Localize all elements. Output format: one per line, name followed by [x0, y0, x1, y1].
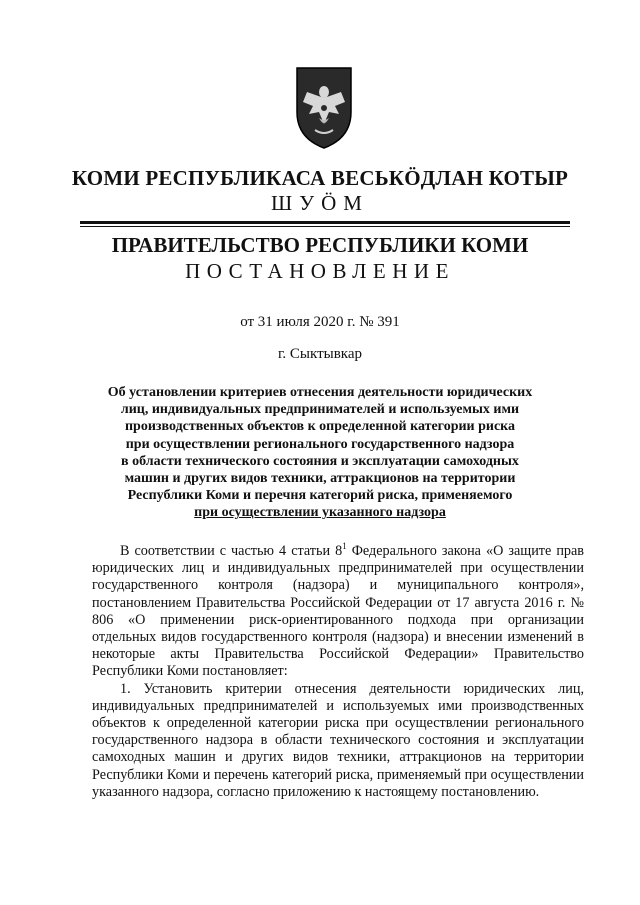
header-divider-thick [80, 221, 570, 224]
title-line: Республики Коми и перечня категорий риска, применяемого [127, 488, 513, 504]
article-superscript: 1 [342, 541, 347, 551]
title-underlined-text: при осуществлении указанного надзора [194, 505, 446, 521]
resolution-word: ПОСТАНОВЛЕНИЕ [185, 259, 455, 283]
title-line: производственных объектов к определенной категории риска [124, 419, 516, 435]
komi-resolution-word: ШУӦМ [271, 191, 369, 215]
resolution-body [92, 538, 584, 801]
title-line: лиц, индивидуальных предпринимателей и используемых ими [120, 402, 520, 418]
coat-of-arms-emblem [293, 62, 355, 150]
body-paragraph-preamble [92, 538, 584, 681]
title-line: Об установлении критериев отнесения деятельности юридических [107, 385, 533, 400]
city: г. Сыктывкар [277, 346, 363, 362]
resolution-title [90, 384, 550, 522]
header-divider-thin [80, 226, 570, 227]
title-line: машин и других видов техники, аттракционов на территории [124, 471, 516, 487]
title-line: при осуществлении регионального государственного надзора [125, 436, 515, 452]
preamble-text-rest: Федерального закона «О защите прав юридических лиц и индивидуальных предпринимателей при осуществлении государственного контроля (надзора) и муниципального контроля», постановлением Правительства Российской Федерации от 17 августа 2016 г. № 806 «О применении риск-ориентированного подхода при организации отдельных видов государственного контроля (надзора) и внесении изменений в некоторые акты Правительства Российской Федерации» Правительство Республики Коми постановляет: [92, 543, 584, 680]
government-title: ПРАВИТЕЛЬСТВО РЕСПУБЛИКИ КОМИ [111, 233, 529, 257]
title-line: в области технического состояния и эксплуатации самоходных [121, 453, 519, 469]
preamble-text-start: В соответствии с частью 4 статьи 8 [120, 543, 343, 559]
body-paragraph-item-1: 1. Установить критерии отнесения деятельности юридических лиц, индивидуальных предпринимателей и используемых ими производственных объектов к определенной категории риска при осуществлении регионального государственного надзора в области технического состояния и эксплуатации самоходных машин и других видов техники, аттракционов на территории Республики Коми и перечень категорий риска, применяемый при осуществлении указанного надзора, согласно приложению к настоящему постановлению. [92, 680, 584, 800]
title-last-line [90, 504, 550, 521]
komi-government-title: КОМИ РЕСПУБЛИКАСА ВЕСЬКӦДЛАН КОТЫР [71, 166, 569, 190]
date-and-number: от 31 июля 2020 г. № 391 [240, 314, 400, 330]
